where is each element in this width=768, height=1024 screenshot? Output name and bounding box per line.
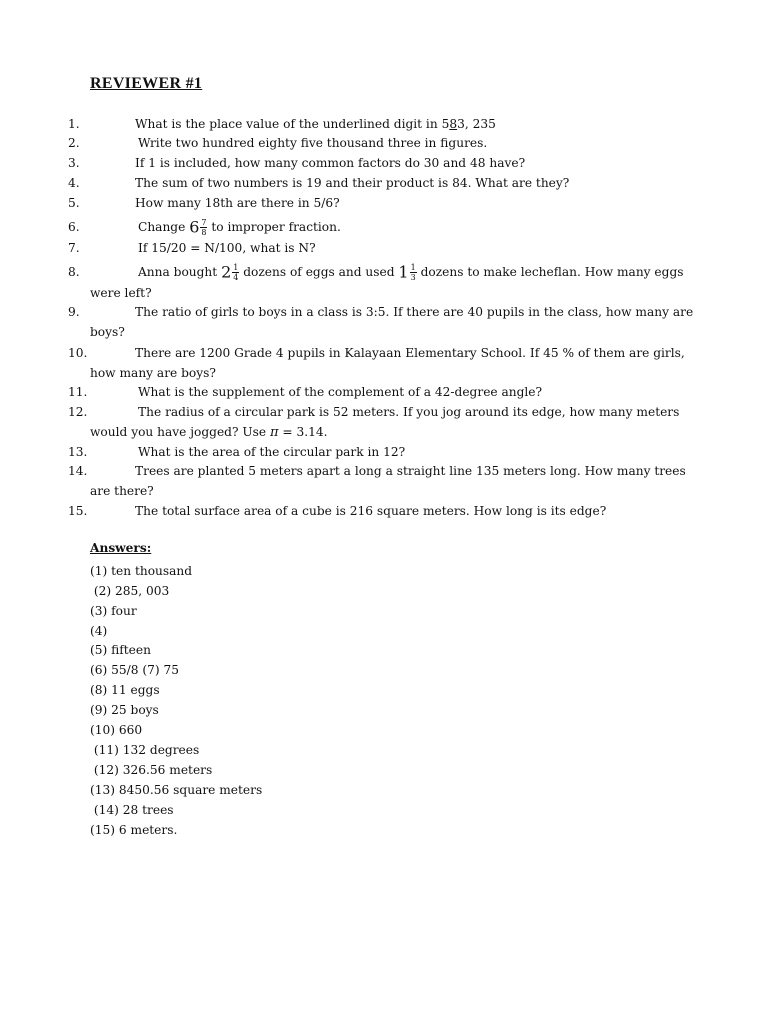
answer-line: (15) 6 meters. (90, 823, 178, 837)
question-text: The total surface area of a cube is 216 square meters. How long is its edge? (135, 504, 607, 518)
question-number: 3. (68, 156, 80, 170)
question-number: 9. (68, 305, 80, 319)
answer-line: (11) 132 degrees (90, 743, 200, 757)
question-11 (68, 382, 698, 402)
mixed-fraction (189, 217, 207, 238)
question-2 (68, 133, 698, 153)
answer-line: (14) 28 trees (90, 803, 174, 817)
answer-line: (8) 11 eggs (90, 683, 160, 697)
answer-line: (3) four (90, 604, 137, 618)
question-text-continued: boys? (90, 325, 125, 339)
question-6 (68, 217, 698, 238)
answer-line: (13) 8450.56 square meters (90, 783, 263, 797)
question-text: 3, 235 (457, 117, 496, 131)
question-number: 6. (68, 220, 80, 234)
question-5 (68, 193, 698, 213)
question-text: Write two hundred eighty five thousand three in figures. (138, 136, 488, 150)
fraction-denominator: 3 (410, 273, 416, 283)
question-number: 13. (68, 445, 88, 459)
page-title: REVIEWER #1 (90, 75, 203, 92)
question-10 (68, 343, 698, 383)
underlined-digit: 8 (449, 117, 458, 131)
question-text: What is the area of the circular park in 12? (138, 445, 406, 459)
question-text: If 1 is included, how many common factors do 30 and 48 have? (135, 156, 526, 170)
question-text-digit: 5 (441, 117, 450, 131)
question-text: If 15/20 = N/100, what is N? (138, 241, 316, 255)
fraction-whole: 6 (189, 217, 200, 237)
question-8 (68, 262, 698, 303)
answer-line: (4) (90, 624, 108, 638)
question-text-continued: are there? (90, 484, 154, 498)
pi-symbol: π (269, 425, 279, 440)
question-text: What is the place value of the underlined digit in (135, 117, 442, 131)
fraction-denominator: 8 (201, 228, 207, 238)
question-text: Change (138, 220, 190, 234)
fraction-whole: 1 (398, 262, 409, 282)
mixed-fraction (398, 262, 416, 283)
question-number: 4. (68, 176, 80, 190)
question-text: The sum of two numbers is 19 and their product is 84. What are they? (135, 176, 570, 190)
question-number: 12. (68, 405, 88, 419)
question-1 (68, 114, 698, 134)
question-15 (68, 501, 698, 521)
question-number: 14. (68, 464, 88, 478)
answer-line: (9) 25 boys (90, 703, 159, 717)
question-number: 2. (68, 136, 80, 150)
question-number: 1. (68, 117, 80, 131)
question-13 (68, 442, 698, 462)
answer-line: (5) fifteen (90, 643, 151, 657)
question-text: How many 18th are there in 5/6? (135, 196, 340, 210)
question-9 (68, 302, 698, 342)
fraction-denominator: 4 (233, 273, 239, 283)
question-text: dozens of eggs and used (239, 265, 399, 279)
question-text-continued: were left? (90, 285, 152, 300)
fraction-numerator: 1 (410, 263, 416, 273)
question-text: The ratio of girls to boys in a class is 3:5. If there are 40 pupils in the class, how many are (135, 305, 694, 319)
question-text: dozens to make lecheflan. How many eggs (416, 265, 684, 279)
question-number: 8. (68, 265, 80, 279)
question-number: 15. (68, 504, 88, 518)
question-text: Trees are planted 5 meters apart a long a straight line 135 meters long. How many trees (135, 464, 686, 478)
question-text: What is the supplement of the complement of a 42-degree angle? (138, 385, 543, 399)
question-14 (68, 461, 698, 501)
fraction-numerator: 1 (233, 263, 239, 273)
question-12 (68, 402, 698, 443)
question-text: to improper fraction. (207, 220, 341, 234)
mixed-fraction (221, 262, 239, 283)
answer-line: (10) 660 (90, 723, 143, 737)
answer-line: (2) 285, 003 (90, 584, 170, 598)
question-number: 11. (68, 385, 88, 399)
question-3 (68, 153, 698, 173)
question-number: 7. (68, 241, 80, 255)
fraction-numerator: 7 (201, 218, 207, 228)
question-number: 10. (68, 346, 88, 360)
answer-line: (12) 326.56 meters (90, 763, 213, 777)
question-text-continued: = 3.14. (278, 425, 328, 439)
question-text: Anna bought (138, 265, 222, 279)
question-text-continued: would you have jogged? Use (90, 425, 270, 439)
answer-line: (1) ten thousand (90, 564, 193, 578)
question-number: 5. (68, 196, 80, 210)
answers-heading: Answers: (90, 541, 152, 555)
question-text: There are 1200 Grade 4 pupils in Kalayaan Elementary School. If 45 % of them are girls, (135, 346, 685, 360)
question-text: The radius of a circular park is 52 meters. If you jog around its edge, how many meters (138, 405, 680, 419)
answer-line: (6) 55/8 (7) 75 (90, 663, 180, 677)
question-4 (68, 173, 698, 193)
question-text-continued: how many are boys? (90, 366, 216, 380)
fraction-whole: 2 (221, 262, 232, 282)
question-7 (68, 238, 698, 258)
